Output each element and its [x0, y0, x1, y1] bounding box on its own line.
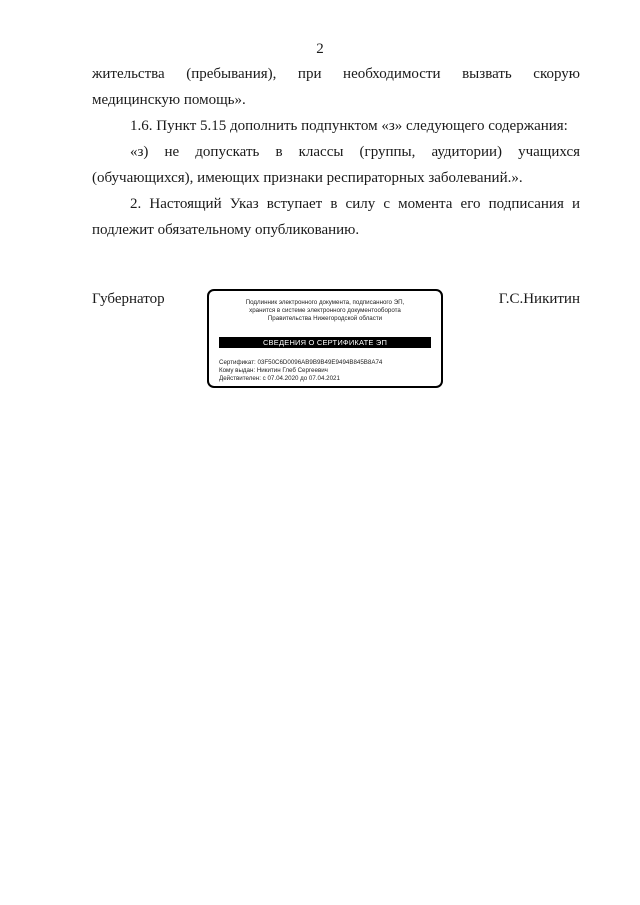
stamp-title-bar: СВЕДЕНИЯ О СЕРТИФИКАТЕ ЭП: [219, 337, 431, 348]
paragraph-line: 1.6. Пункт 5.15 дополнить подпунктом «з» следующего содержания:: [130, 118, 568, 134]
stamp-header: [209, 299, 441, 323]
paragraph-line: 2. Настоящий Указ вступает в силу с момента его подписания и: [130, 196, 580, 212]
stamp-certificate-id: Сертификат: 03F50C6D0096AB9B9B49E9494B845B8A74: [219, 359, 383, 366]
stamp-header-line: Подлинник электронного документа, подписанного ЭП,: [245, 299, 405, 306]
stamp-header-line: Правительства Нижегородской области: [267, 315, 383, 322]
stamp-header-line: хранится в системе электронного документооборота: [249, 307, 401, 314]
stamp-issued-to: Кому выдан: Никитин Глеб Сергеевич: [219, 367, 328, 374]
paragraph-line: медицинскую помощь».: [92, 92, 246, 108]
paragraph-line: подлежит обязательному опубликованию.: [92, 222, 360, 238]
page-number: 2: [316, 41, 324, 57]
stamp-validity: Действителен: с 07.04.2020 до 07.04.2021: [219, 375, 340, 382]
signer-name: Г.С.Никитин: [498, 291, 580, 307]
electronic-signature-stamp: [207, 289, 443, 388]
paragraph-line: жительства (пребывания), при необходимости вызвать скорую: [92, 66, 580, 82]
paragraph-line: (обучающихся), имеющих признаки респираторных заболеваний.».: [92, 170, 523, 186]
paragraph-line: «з) не допускать в классы (группы, аудитории) учащихся: [130, 144, 580, 160]
document-body: [92, 61, 580, 243]
stamp-certificate-info: [219, 359, 435, 383]
signer-position: Губернатор: [92, 291, 165, 307]
